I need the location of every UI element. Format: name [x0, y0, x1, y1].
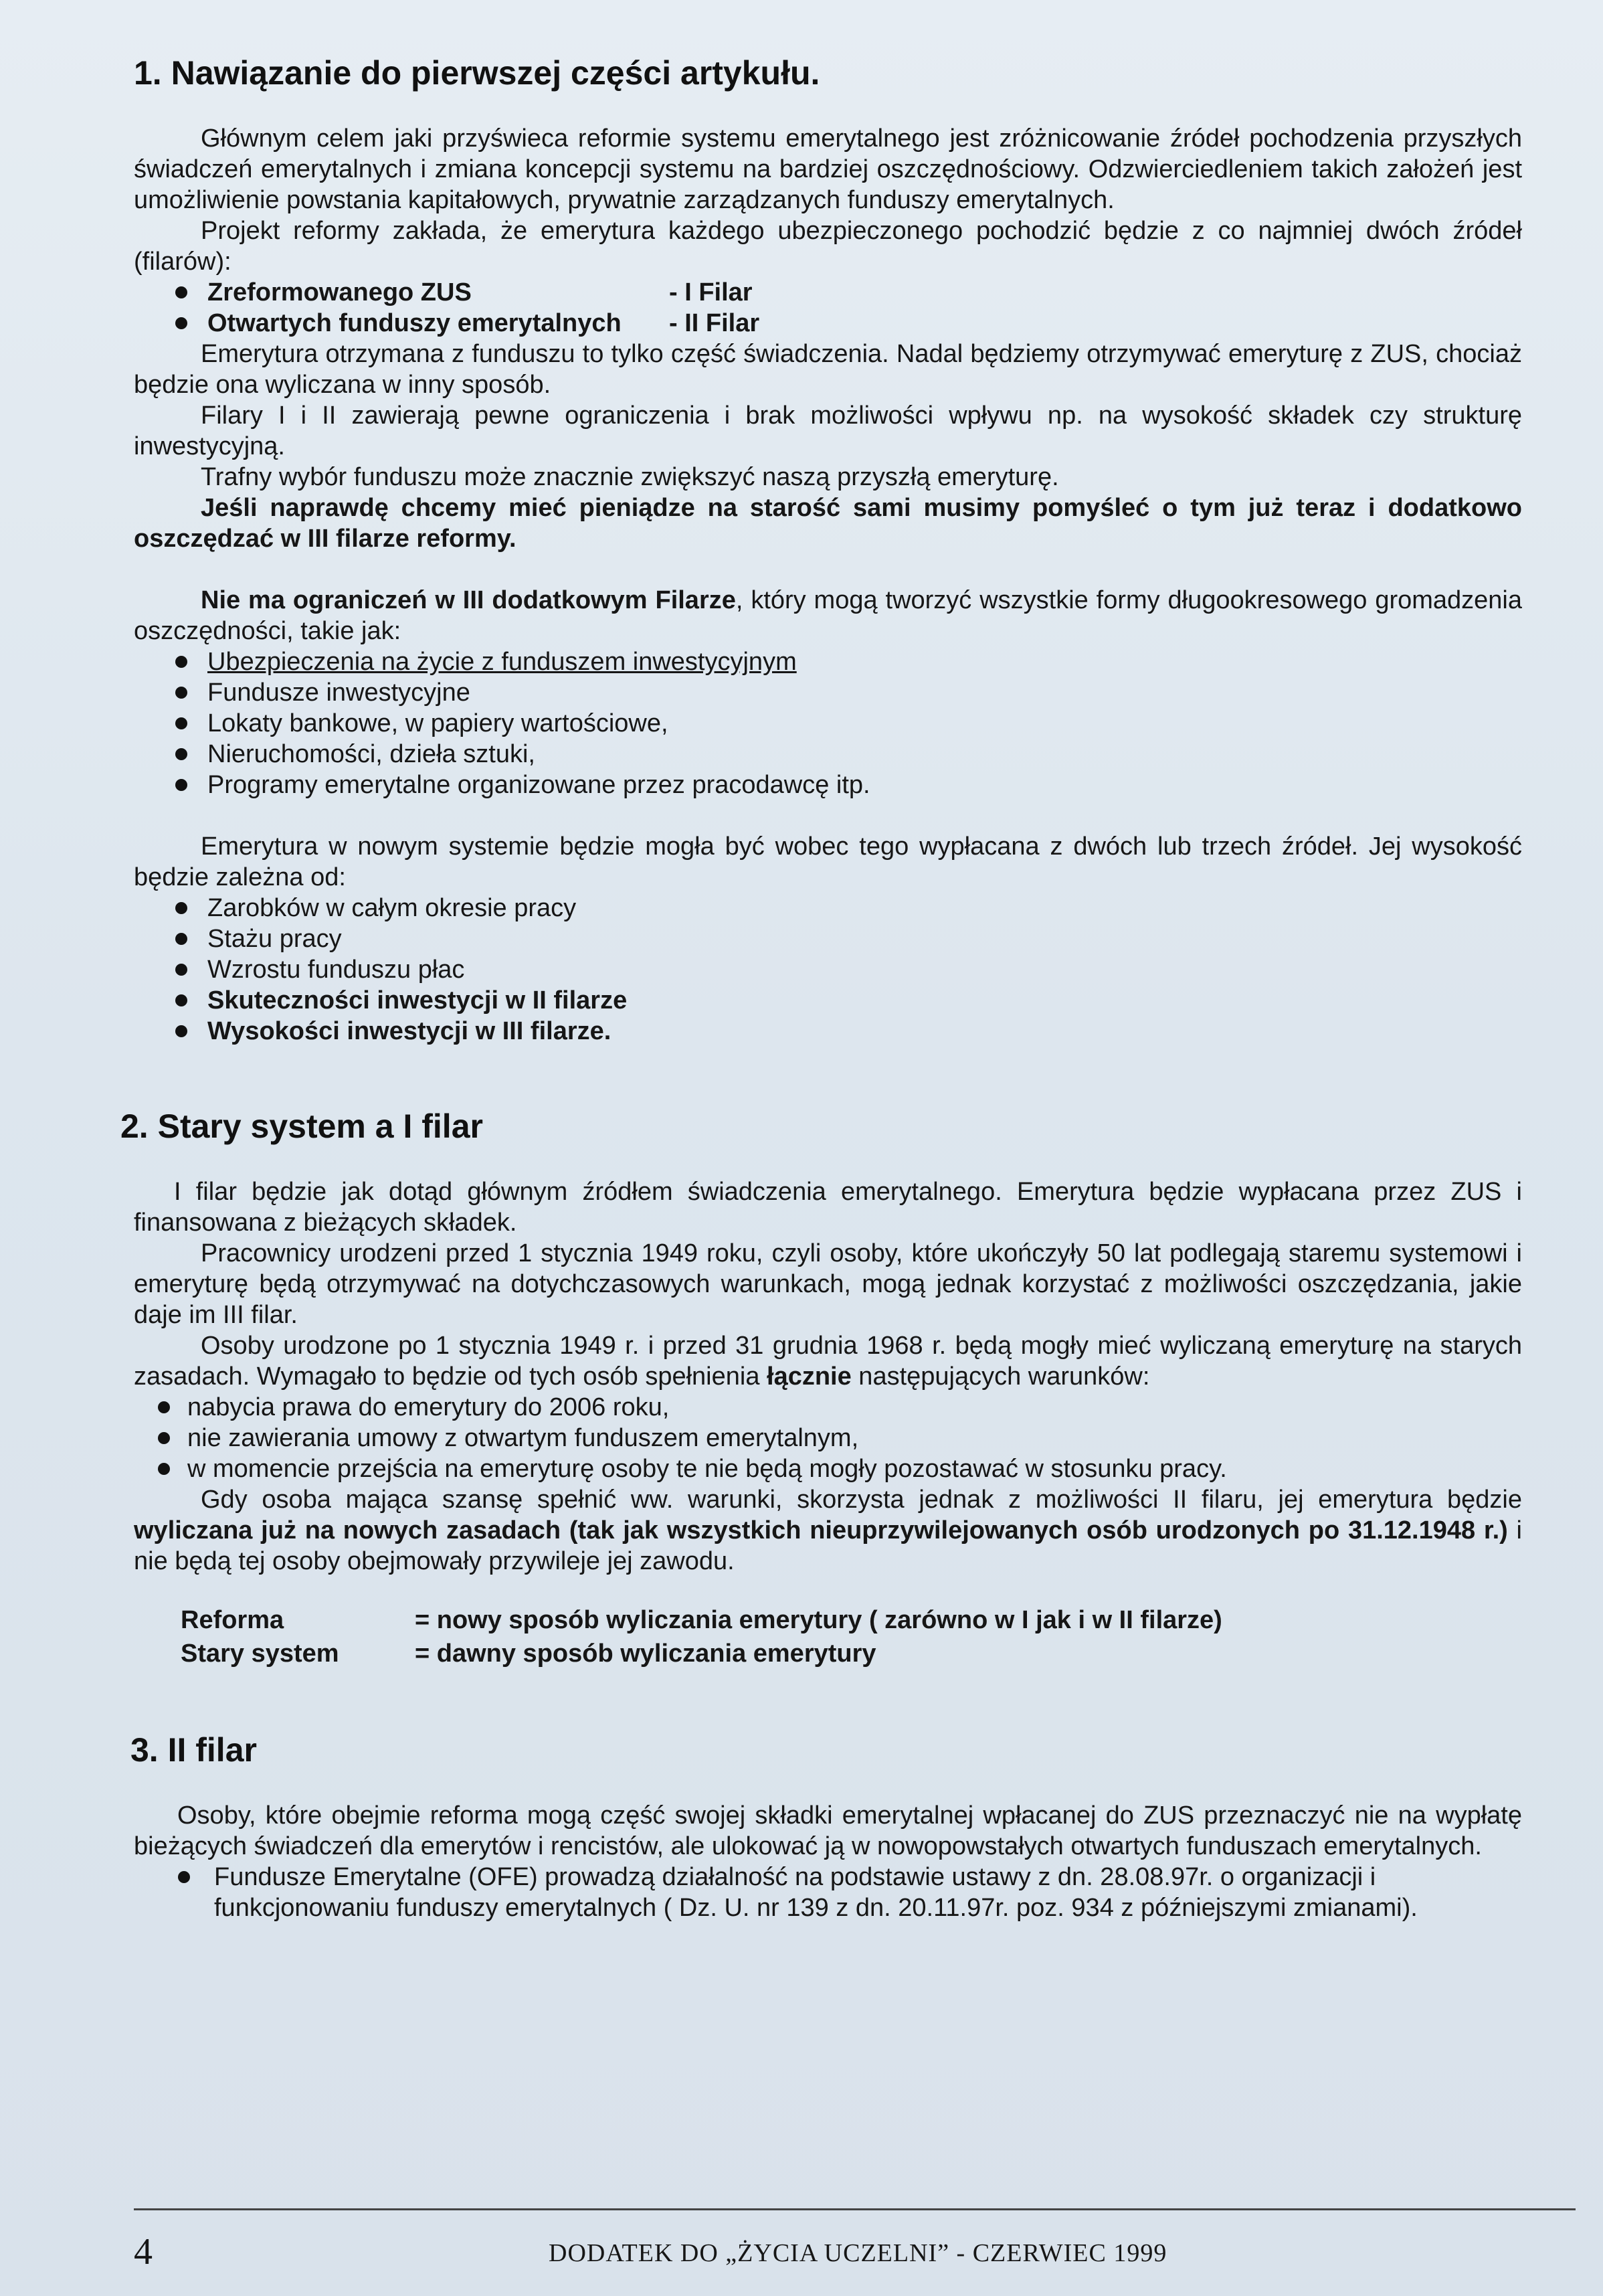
- list-item-text: Skuteczności inwestycji w II filarze: [207, 986, 628, 1014]
- section-2-paragraph-1: I filar będzie jak dotąd głównym źródłem świadczenia emerytalnego. Emerytura będzie wypłacana przez ZUS i finansowana z bieżących składek.: [134, 1178, 1522, 1237]
- list-item-text: Stażu pracy: [207, 925, 342, 953]
- emphasis-text: wyliczana już na nowych zasadach (tak jak wszystkich nieuprzywilejowanych osób urodzonych po 31.12.1948 r.): [134, 1516, 1508, 1544]
- conditions-list: [134, 1392, 1522, 1484]
- list-item: [134, 1016, 1522, 1047]
- pillar-item: [134, 308, 1522, 339]
- pillars-list: [134, 277, 1522, 339]
- pillar-label: - II Filar: [669, 309, 760, 337]
- paragraph-text: i nie będą tej osoby obejmowały przywileje jej zawodu.: [134, 1516, 1522, 1575]
- section-1-title: 1. Nawiązanie do pierwszej części artykułu.: [134, 54, 820, 92]
- list-item: [134, 708, 1522, 739]
- list-item-text: Wysokości inwestycji w III filarze.: [207, 1017, 611, 1045]
- list-item: [134, 677, 1522, 708]
- section-1-paragraph-5: Trafny wybór funduszu może znacznie zwiększyć naszą przyszłą emeryturę.: [201, 463, 1059, 491]
- paragraph-text: Osoby urodzone po 1 stycznia 1949 r. i przed 31 grudnia 1968 r. będą mogły mieć wyliczaną emeryturę na starych zasadach. Wymagało to będzie od tych osób spełnienia: [134, 1332, 1522, 1391]
- savings-forms-list: [134, 646, 1522, 800]
- paragraph-text: , który mogą tworzyć wszystkie formy długookresowego gromadzenia oszczędności, takie jak:: [134, 586, 1523, 645]
- bullet-icon: [175, 964, 187, 976]
- list-item-text: w momencie przejścia na emeryturę osoby te nie będą mogły pozostawać w stosunku pracy.: [187, 1455, 1227, 1483]
- section-2-paragraph-2: Pracownicy urodzeni przed 1 stycznia 1949 roku, czyli osoby, które ukończyły 50 lat podlegają staremu systemowi i emeryturę będą otrzymywać na dotychczasowych warunkach, mogą jednak korzystać z możliwości oszczędzania, jakie daje im III filar.: [134, 1239, 1522, 1329]
- footer-divider: [134, 2208, 1576, 2210]
- bullet-icon: [158, 1401, 170, 1413]
- footer-publication: DODATEK DO „ŻYCIA UCZELNI” - CZERWIEC 1999: [549, 2239, 1167, 2267]
- list-item: [134, 954, 1522, 985]
- formula-block: [134, 1603, 1522, 1670]
- formula-definition: = nowy sposób wyliczania emerytury ( zarówno w I jak i w II filarze): [415, 1606, 1222, 1634]
- paragraph-text: następujących warunków:: [851, 1362, 1150, 1391]
- formula-row: [134, 1603, 1522, 1637]
- list-item: [134, 893, 1522, 923]
- section-1-paragraph-2: Projekt reformy zakłada, że emerytura każdego ubezpieczonego pochodzić będzie z co najmniej dwóch źródeł (filarów):: [134, 217, 1522, 276]
- bullet-icon: [175, 687, 187, 699]
- bullet-icon: [175, 779, 187, 791]
- list-item-text: Zarobków w całym okresie pracy: [207, 894, 577, 922]
- bullet-icon: [175, 748, 187, 760]
- section-1-paragraph-8: Emerytura w nowym systemie będzie mogła być wobec tego wypłacana z dwóch lub trzech źródeł. Jej wysokość będzie zależna od:: [134, 832, 1522, 891]
- pillar-name: Zreformowanego ZUS: [207, 278, 472, 306]
- article-body: [120, 47, 1523, 1923]
- section-1-paragraph-6: Jeśli naprawdę chcemy mieć pieniądze na starość sami musimy pomyśleć o tym już teraz i dodatkowo oszczędzać w III filarze reformy.: [134, 494, 1522, 553]
- section-3-title: 3. II filar: [130, 1731, 257, 1769]
- pillar-item: [134, 277, 1522, 308]
- list-item: [134, 1423, 1522, 1453]
- factors-list: [134, 893, 1522, 1047]
- paragraph-text: Gdy osoba mająca szansę spełnić ww. warunki, skorzysta jednak z możliwości II filaru, jej emerytura będzie: [201, 1486, 1522, 1514]
- list-item: [134, 739, 1522, 770]
- list-item-text: Nieruchomości, dzieła sztuki,: [207, 740, 535, 768]
- list-item-text: Fundusze inwestycyjne: [207, 679, 470, 707]
- list-item: [134, 985, 1522, 1016]
- list-item: [134, 1862, 1522, 1923]
- list-item-text: nabycia prawa do emerytury do 2006 roku,: [187, 1393, 670, 1421]
- bullet-icon: [175, 902, 187, 914]
- list-item-text: Ubezpieczenia na życie z funduszem inwestycyjnym: [207, 648, 797, 676]
- list-item: [134, 1453, 1522, 1484]
- section-2-paragraph-4: [134, 1484, 1522, 1577]
- bullet-icon: [175, 717, 187, 729]
- ofe-list: [134, 1862, 1522, 1923]
- formula-term: Reforma: [181, 1606, 284, 1634]
- list-item: [134, 646, 1522, 677]
- bullet-icon: [175, 1025, 187, 1037]
- bullet-icon: [175, 656, 187, 668]
- list-item-text: nie zawierania umowy z otwartym funduszem emerytalnym,: [187, 1424, 859, 1452]
- section-1-paragraph-7: [134, 585, 1522, 646]
- section-1-paragraph-3: Emerytura otrzymana z funduszu to tylko część świadczenia. Nadal będziemy otrzymywać emeryturę z ZUS, chociaż będzie ona wyliczana w inny sposób.: [134, 340, 1522, 399]
- list-item-text: Lokaty bankowe, w papiery wartościowe,: [207, 709, 668, 737]
- list-item: [134, 770, 1522, 800]
- section-2-title: 2. Stary system a I filar: [120, 1108, 483, 1145]
- bullet-icon: [175, 933, 187, 945]
- pillar-name: Otwartych funduszy emerytalnych: [207, 309, 622, 337]
- bullet-icon: [175, 317, 187, 329]
- formula-row: [134, 1637, 1522, 1670]
- list-item: [134, 1392, 1522, 1423]
- page-number: 4: [134, 2231, 153, 2273]
- bullet-icon: [158, 1432, 170, 1444]
- formula-term: Stary system: [181, 1640, 339, 1668]
- emphasis-text: Nie ma ograniczeń w III dodatkowym Filarze: [201, 586, 736, 614]
- list-item-text: Fundusze Emerytalne (OFE) prowadzą działalność na podstawie ustawy z dn. 28.08.97r. o organizacji i funkcjonowaniu funduszy emerytalnych ( Dz. U. nr 139 z dn. 20.11.97r. poz. 934 z późniejszymi zmianami).: [214, 1863, 1418, 1922]
- bullet-icon: [158, 1463, 170, 1475]
- section-1-paragraph-1: Głównym celem jaki przyświeca reformie systemu emerytalnego jest zróżnicowanie źródeł pochodzenia przyszłych świadczeń emerytalnych i zmiana koncepcji systemu na bardziej oszczędnościowy. Odzwierciedleniem takich założeń jest umożliwienie powstania kapitałowych, prywatnie zarządzanych funduszy emerytalnych.: [134, 124, 1522, 214]
- pillar-label: - I Filar: [669, 278, 753, 306]
- list-item-text: Programy emerytalne organizowane przez pracodawcę itp.: [207, 771, 870, 799]
- section-1-paragraph-4: Filary I i II zawierają pewne ograniczenia i brak możliwości wpływu np. na wysokość składek czy strukturę inwestycyjną.: [134, 402, 1522, 460]
- section-2-paragraph-3: [134, 1330, 1522, 1392]
- bullet-icon: [178, 1871, 190, 1883]
- bullet-icon: [175, 286, 187, 298]
- formula-definition: = dawny sposób wyliczania emerytury: [415, 1640, 876, 1668]
- list-item: [134, 923, 1522, 954]
- list-item-text: Wzrostu funduszu płac: [207, 956, 465, 984]
- emphasis-text: łącznie: [767, 1362, 852, 1391]
- bullet-icon: [175, 994, 187, 1006]
- section-3-paragraph-1: Osoby, które obejmie reforma mogą część swojej składki emerytalnej wpłacanej do ZUS przeznaczyć nie na wypłatę bieżących świadczeń dla emerytów i rencistów, ale ulokować ją w nowopowstałych otwartych funduszach emerytalnych.: [134, 1801, 1522, 1860]
